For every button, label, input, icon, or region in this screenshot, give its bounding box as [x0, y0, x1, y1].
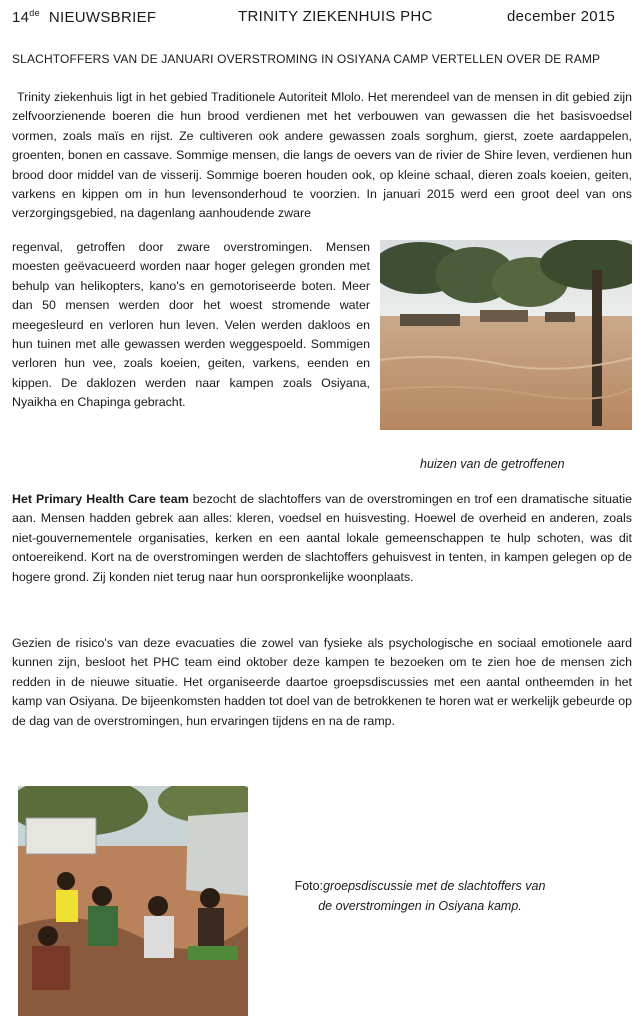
newsletter-label: NIEUWSBRIEF [48, 9, 157, 26]
camp-caption-line2: de overstromingen in Osiyana kamp. [318, 899, 522, 913]
issue-date: december 2015 [507, 8, 616, 25]
flood-photo [380, 240, 632, 430]
camp-caption-prefix: Foto: [294, 879, 324, 893]
article-title: SLACHTOFFERS VAN DE JANUARI OVERSTROMING IN OSIYANA CAMP VERTELLEN OVER DE RAMP [12, 52, 601, 66]
organization-name: TRINITY ZIEKENHUIS PHC [238, 8, 433, 25]
phc-team-text: bezocht de slachtoffers van de overstromingen en trof een dramatische situatie aan. Mensen hadden gebrek aan alles: kleren, voedsel en huisvesting. Hoewel de overheid en anderen, zoals niet-gouvernementele organisaties, kerken en een aantal lokale gemeenschappen te hulp schoten, was dit ontoereikend. Kort na de overstromingen werden de slachtoffers gehuisvest in tenten, in kampen gelegen op de hogere grond. Zij konden niet terug naar hun oorspronkelijke woonplaats. [12, 492, 632, 584]
camp-photo [18, 786, 248, 1016]
flood-photo-caption: huizen van de getroffenen [420, 457, 565, 471]
paragraph-risks: Gezien de risico's van deze evacuaties die zowel van fysieke als psychologische en sociaal emotionele aard kunnen zijn, besloot het PHC team eind oktober deze kampen te bezoeken om te zien hoe de mensen zich redden in de nieuwe situatie. Het organiseerde daartoe groepsdiscussies met een aantal ontheemden in het kamp van Osiyana. De bijeenkomsten hadden tot doel van de betrokkenen te horen wat er werkelijk gebeurde op de dag van de overstromingen, hun ervaringen tijdens en na de ramp. [12, 636, 632, 728]
issue-suffix: de [29, 8, 40, 18]
paragraph-intro-text: Trinity ziekenhuis ligt in het gebied Traditionele Autoriteit Mlolo. Het merendeel van de mensen in dit gebied zijn zelfvoorzienende boeren die hun brood verdienen met het verbouwen van gewassen die het basisvoedsel vormen, zoals maïs en rijst. Ze cultiveren ook andere gewassen zoals sorghum, gierst, zoete aardappelen, groenten, bonen en cassave. Sommige mensen, die langs de oevers van de rivier de Shire leven, verdienen hun brood door middel van de visserij. Sommige boeren houden ook, op kleine schaal, dieren zoals koeien, geiten, varkens en kippen om in hun levensonderhoud te voorzien. In januari 2015 werd een groot deel van ons verzorgingsgebied, na dagenlang aanhoudende zware [12, 90, 632, 221]
camp-photo-caption [270, 876, 570, 916]
paragraph-phc-team [12, 490, 632, 587]
camp-caption-line1: groepsdiscussie met de slachtoffers van [323, 879, 546, 893]
issue-label [12, 8, 156, 26]
issue-number: 14 [12, 9, 30, 26]
paragraph-flood: regenval, getroffen door zware overstromingen. Mensen moesten geëvacueerd worden naar hoger gelegen gronden met behulp van helikopters, kano's en gemotoriseerde boten. Meer dan 50 mensen werden door het woest stromende water meegesleurd en verloren hun leven. Velen werden dakloos en hun tuinen met alle gewassen werden weggespoeld. Sommigen verloren hun vee, zoals koeien, geiten, varkens, eenden en kippen. De daklozen werden naar kampen zoals Osiyana, Nyaikha en Chapinga gebracht. [12, 240, 370, 410]
paragraph-intro [12, 88, 632, 224]
phc-team-bold: Het Primary Health Care team [12, 492, 189, 506]
